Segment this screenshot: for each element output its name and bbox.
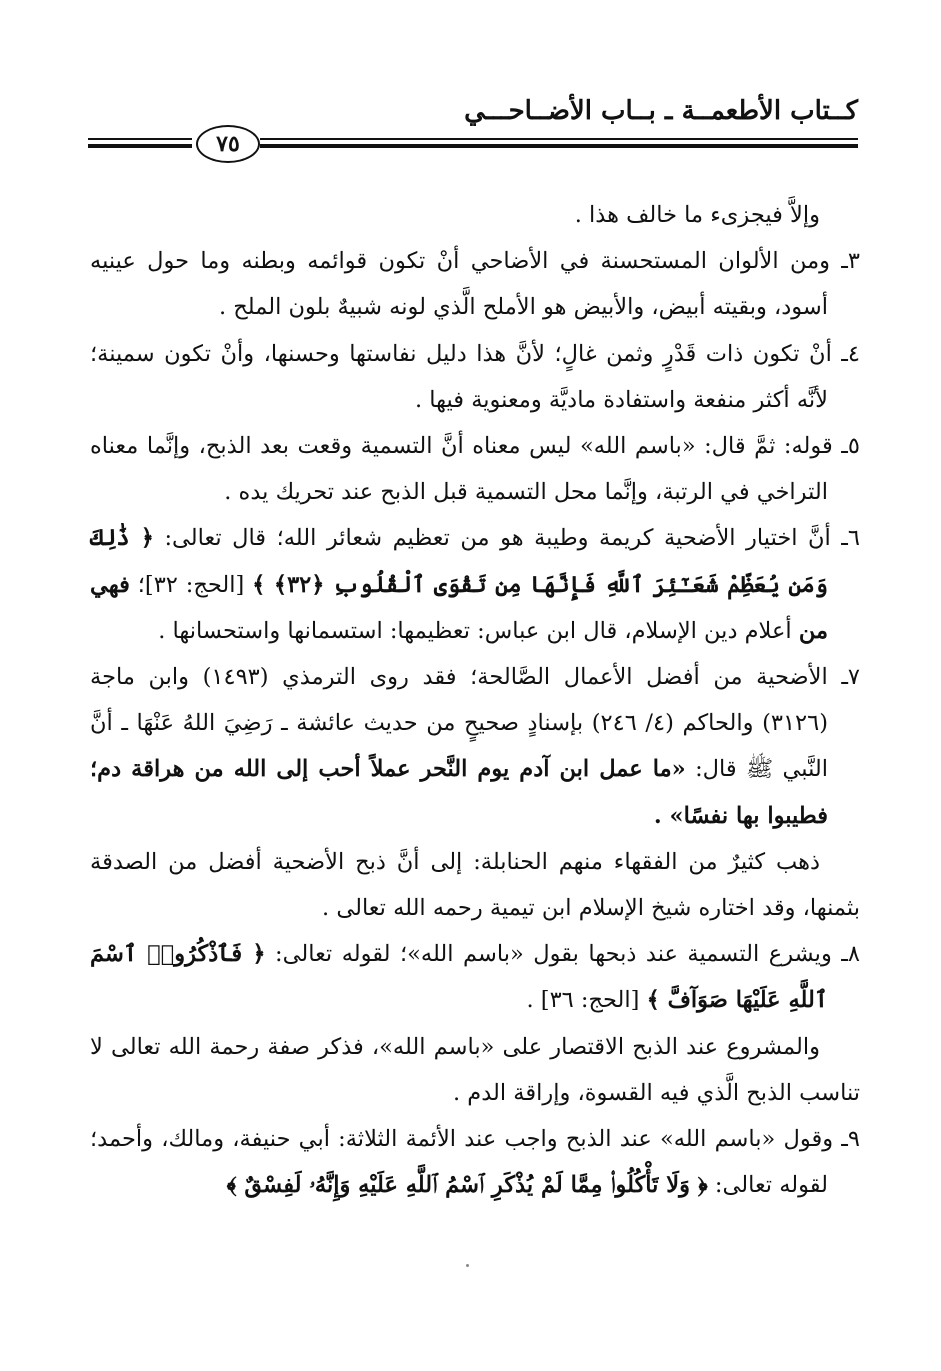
verse-reference: [الحج: ٣٢]؛ xyxy=(129,571,253,598)
paragraph-item-8 xyxy=(90,931,860,1023)
verse-reference: [الحج: ٣٦] . xyxy=(526,987,647,1014)
paragraph-item-5: ٥ـ قوله: ثمَّ قال: «باسم الله» ليس معناه أنَّ التسمية وقعت بعد الذبح، وإنَّما معناه التراخي في الرتبة، وإنَّما محل التسمية قبل الذبح عند تحريك يده . xyxy=(90,433,860,506)
paragraph-item-7 xyxy=(90,654,860,839)
paragraph-item-9 xyxy=(90,1116,860,1208)
page-header xyxy=(88,96,858,156)
page-body xyxy=(90,192,860,1208)
paragraph-1: وإلاَّ فيجزىء ما خالف هذا . xyxy=(574,202,820,228)
header-rule-left xyxy=(88,138,192,148)
quran-verse-hajj-36: ﴿ فَٱذْكُرُوا۟ ٱسْمَ ٱللَّهِ عَلَيْهَا صَوَآفَّ ﴾ xyxy=(90,941,828,1014)
quran-verse-hajj-32: ﴿ ذَٰلِكَ وَمَن يُعَظِّمْ شَعَـٰٓئِرَ ٱللَّهِ فَإِنَّهَا مِن تَقْوَى ٱلْقُلُوبِ ﴿٣٢﴾ ﴾ xyxy=(90,525,828,598)
running-title: كــتاب الأطعمــة ـ بــاب الأضــاحـــي xyxy=(464,96,858,126)
hadith-quote: «ما عمل ابن آدم يوم النَّحر عملاً أحب إلى الله من هراقة دم؛ فطيبوا بها نفسًا» . xyxy=(90,756,828,829)
footer-dot xyxy=(466,1264,469,1267)
paragraph-item-7-note: ذهب كثيرٌ من الفقهاء منهم الحنابلة: إلى أنَّ ذبح الأضحية أفضل من الصدقة بثمنها، وقد اختاره شيخ الإسلام ابن تيمية رحمه الله تعالى . xyxy=(90,848,860,922)
header-rule-right xyxy=(260,138,858,148)
paragraph-item-4: ٤ـ أنْ تكون ذات قَدْرٍ وثمن غالٍ؛ لأنَّ هذا دليل نفاستها وحسنها، وأنْ تكون سمينة؛ لأنَّه أكثر منفعة واستفادة ماديَّة ومعنوية فيها . xyxy=(90,340,860,413)
quran-verse-anam-121: ﴿ وَلَا تَأْكُلُوا۟ مِمَّا لَمْ يُذْكَرِ ٱسْمُ ٱللَّهِ عَلَيْهِ وَإِنَّهُۥ لَفِسْقٌ ﴾ xyxy=(226,1172,708,1199)
item-6-tail: أعلام دين الإسلام، قال ابن عباس: تعظيمها: استسمانها واستحسانها . xyxy=(158,617,799,644)
item-6-text: ٦ـ أنَّ اختيار الأضحية كريمة وطيبة هو من تعظيم شعائر الله؛ قال تعالى: xyxy=(164,525,860,552)
paragraph-item-3: ٣ـ ومن الألوان المستحسنة في الأضاحي أنْ تكون قوائمه وبطنه وما حول عينيه أسود، وبقيته أبيض، والأبيض هو الأملح الَّذي لونه شبيهٌ بلون الملح . xyxy=(90,248,860,321)
page-number: ٧٥ xyxy=(196,125,260,163)
paragraph-item-8-note: والمشروع عند الذبح الاقتصار على «باسم الله»، فذكر صفة رحمة الله تعالى لا تناسب الذبح الَّذي فيه القسوة، وإراقة الدم . xyxy=(90,1033,860,1106)
item-6-emphasis: فهي من xyxy=(90,571,828,644)
item-8-text: ٨ـ ويشرع التسمية عند ذبحها بقول «باسم الله»؛ لقوله تعالى: xyxy=(265,941,860,968)
paragraph-item-6 xyxy=(90,515,860,654)
item-9-text: ٩ـ وقول «باسم الله» عند الذبح واجب عند الأئمة الثلاثة: أبي حنيفة، ومالك، وأحمد؛ لقوله تعالى: xyxy=(90,1126,860,1199)
item-7-text: ٧ـ الأضحية من أفضل الأعمال الصَّالحة؛ فقد روى الترمذي (١٤٩٣) وابن ماجة (٣١٢٦) والحاكم (٤/ ٢٤٦) بإسنادٍ صحيحٍ من حديث عائشة ـ رَضِيَ اللهُ عَنْهَا ـ أنَّ النَّبي ﷺ قال: xyxy=(90,664,861,783)
